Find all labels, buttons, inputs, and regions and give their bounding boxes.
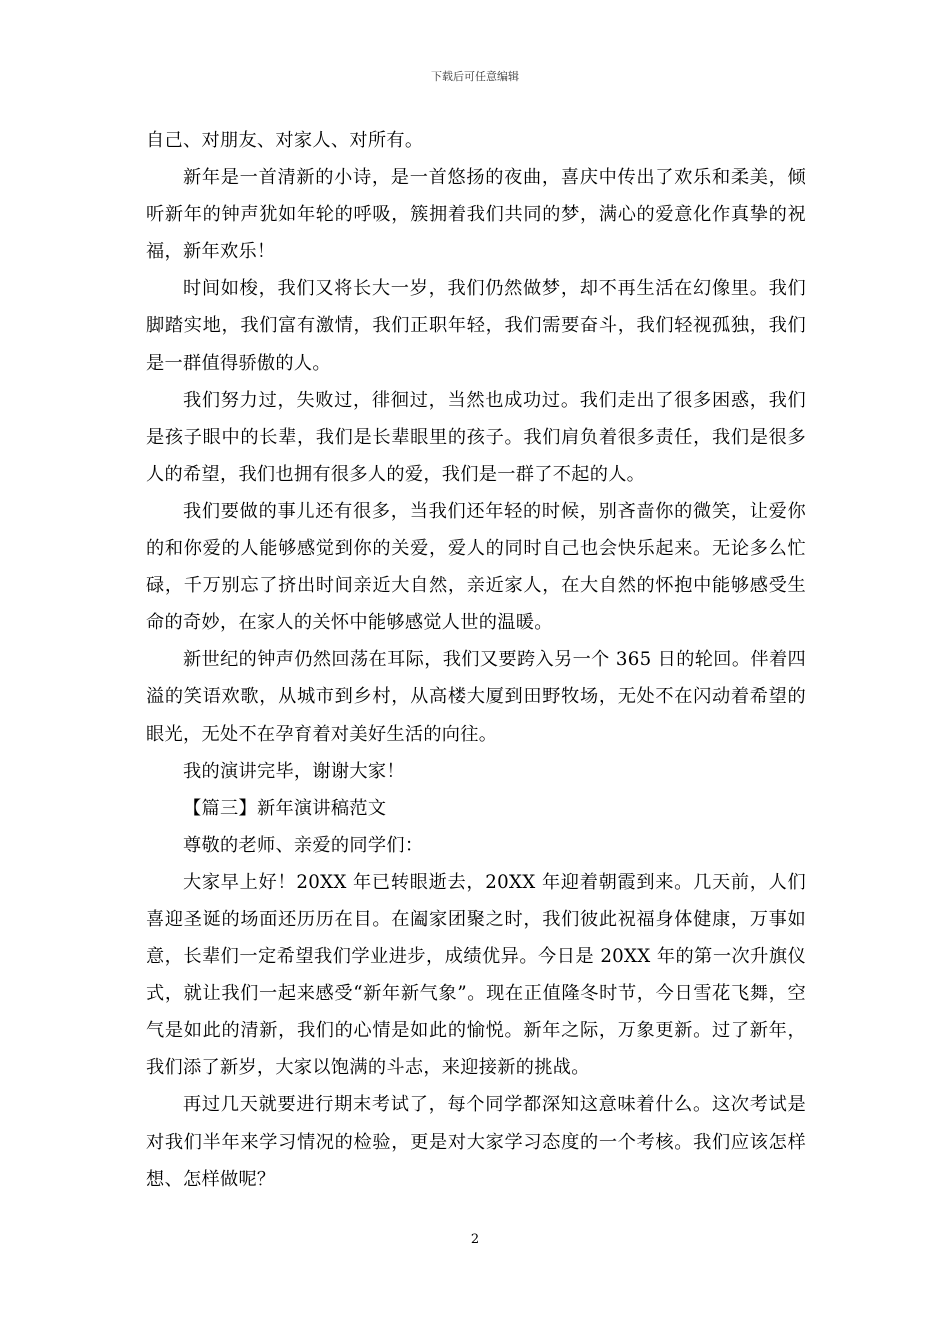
paragraph: 再过几天就要进行期末考试了，每个同学都深知这意味着什么。这次考试是对我们半年来学习情况的检验，更是对大家学习态度的一个考核。我们应该怎样想、怎样做呢？ <box>146 1094 806 1190</box>
paragraph: 新世纪的钟声仍然回荡在耳际，我们又要跨入另一个 365 日的轮回。伴着四溢的笑语欢歌，从城市到乡村，从高楼大厦到田野牧场，无处不在闪动着希望的眼光，无处不在孕育着对美好生活的向往。 <box>146 649 806 745</box>
salutation: 尊敬的老师、亲爱的同学们： <box>183 834 424 856</box>
page-header: 下载后可任意编辑 <box>431 70 519 83</box>
page-number: 2 <box>470 1232 480 1247</box>
paragraph: 我们要做的事儿还有很多，当我们还年轻的时候，别吝啬你的微笑，让爱你的和你爱的人能够感觉到你的关爱，爱人的同时自己也会快乐起来。无论多么忙碌，千万别忘了挤出时间亲近大自然，亲近家人，在大自然的怀抱中能够感受生命的奇妙，在家人的关怀中能够感觉人世的温暖。 <box>146 500 806 634</box>
closing-line: 我的演讲完毕，谢谢大家！ <box>183 760 405 782</box>
paragraph: 自己、对朋友、对家人、对所有。 <box>146 130 424 151</box>
paragraph: 新年是一首清新的小诗，是一首悠扬的夜曲，喜庆中传出了欢乐和柔美，倾听新年的钟声犹如年轮的呼吸，簇拥着我们共同的梦，满心的爱意化作真挚的祝福，新年欢乐！ <box>146 167 806 263</box>
paragraph: 我们努力过，失败过，徘徊过，当然也成功过。我们走出了很多困惑，我们是孩子眼中的长辈，我们是长辈眼里的孩子。我们肩负着很多责任，我们是很多人的希望，我们也拥有很多人的爱，我们是一群了不起的人。 <box>146 389 806 485</box>
section-heading: 【篇三】新年演讲稿范文 <box>183 797 387 819</box>
paragraph: 大家早上好！20XX 年已转眼逝去，20XX 年迎着朝霞到来。几天前，人们喜迎圣诞的场面还历历在目。在阖家团聚之时，我们彼此祝福身体健康，万事如意，长辈们一定希望我们学业进步，成绩优异。今日是 20XX 年的第一次升旗仪式，就让我们一起来感受“新年新气象”。现在正值隆冬时节，今日雪花飞舞，空气是如此的清新，我们的心情是如此的愉悦。新年之际，万象更新。过了新年，我们添了新岁，大家以饱满的斗志，来迎接新的挑战。 <box>146 871 806 1079</box>
paragraph: 时间如梭，我们又将长大一岁，我们仍然做梦，却不再生活在幻像里。我们脚踏实地，我们富有激情，我们正职年轻，我们需要奋斗，我们轻视孤独，我们是一群值得骄傲的人。 <box>146 278 806 374</box>
document-body <box>146 122 806 1198</box>
